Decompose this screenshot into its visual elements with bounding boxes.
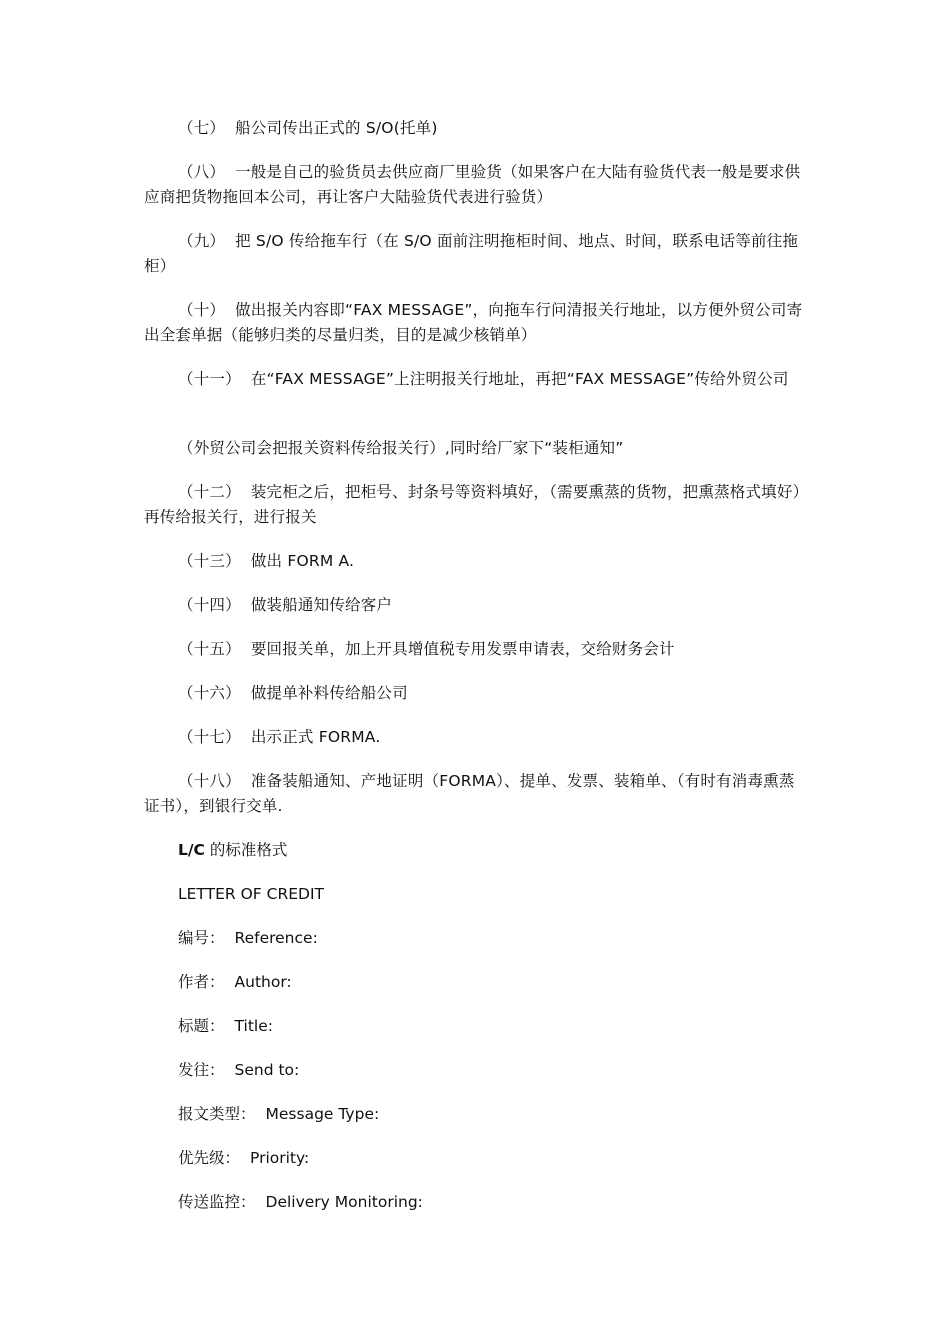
field-delivery-monitoring xyxy=(178,1191,423,1213)
step-number: （十五） xyxy=(178,640,241,658)
lc-heading-rest: 的标准格式 xyxy=(204,841,288,859)
field-priority xyxy=(178,1147,309,1169)
letter-of-credit-title xyxy=(178,883,324,905)
step-text: 装完柜之后，把柜号、封条号等资料填好，（需要熏蒸的货物，把熏蒸格式填好）再传给报关行，进行报关 xyxy=(144,483,809,526)
step-text: 准备装船通知、产地证明（FORMA）、提单、发票、装箱单、（有时有消毒熏蒸证书），到银行交单. xyxy=(144,772,795,815)
field-label-zh: 传送监控： xyxy=(178,1193,256,1211)
step-text: 把 S/O 传给拖车行（在 S/O 面前注明拖柜时间、地点、时间，联系电话等前往拖柜） xyxy=(144,232,799,275)
step-11 xyxy=(144,367,810,392)
lc-format-heading xyxy=(178,839,287,861)
step-text: 船公司传出正式的 S/O(托单) xyxy=(235,119,438,137)
step-number: （九） xyxy=(178,232,226,250)
step-11-continued xyxy=(144,436,810,461)
field-send-to xyxy=(178,1059,299,1081)
step-number: （十二） xyxy=(178,483,241,501)
step-7 xyxy=(144,116,810,141)
field-label-en: Reference: xyxy=(234,929,318,947)
step-number: （十） xyxy=(178,301,226,319)
field-label-zh: 作者： xyxy=(178,973,225,991)
field-label-zh: 发往： xyxy=(178,1061,225,1079)
field-label-zh: 标题： xyxy=(178,1017,225,1035)
step-12 xyxy=(144,480,810,530)
field-reference xyxy=(178,927,318,949)
step-17 xyxy=(144,725,810,750)
step-number: （八） xyxy=(178,163,226,181)
step-text: （外贸公司会把报关资料传给报关行）,同时给厂家下“装柜通知” xyxy=(178,439,624,457)
field-label-en: Priority: xyxy=(250,1149,310,1167)
step-number: （十七） xyxy=(178,728,241,746)
step-13 xyxy=(144,549,810,574)
field-label-en: Send to: xyxy=(234,1061,300,1079)
step-number: （十八） xyxy=(178,772,241,790)
field-label-en: Title: xyxy=(234,1017,273,1035)
field-label-zh: 优先级： xyxy=(178,1149,241,1167)
step-10 xyxy=(144,298,810,348)
step-number: （十四） xyxy=(178,596,241,614)
step-number: （七） xyxy=(178,119,226,137)
lc-heading-bold: L/C xyxy=(178,841,205,859)
field-label-en: Delivery Monitoring: xyxy=(265,1193,423,1211)
lc-title-text: LETTER OF CREDIT xyxy=(178,885,324,903)
field-label-zh: 报文类型： xyxy=(178,1105,256,1123)
step-text: 在“FAX MESSAGE”上注明报关行地址，再把“FAX MESSAGE”传给外贸公司 xyxy=(250,370,789,388)
step-9 xyxy=(144,229,810,279)
field-title xyxy=(178,1015,273,1037)
step-text: 出示正式 FORMA. xyxy=(250,728,381,746)
step-number: （十三） xyxy=(178,552,241,570)
field-message-type xyxy=(178,1103,379,1125)
step-8 xyxy=(144,160,810,210)
step-18 xyxy=(144,769,810,819)
step-text: 做出报关内容即“FAX MESSAGE”，向拖车行问清报关行地址，以方便外贸公司寄出全套单据（能够归类的尽量归类，目的是减少核销单） xyxy=(144,301,803,344)
step-number: （十六） xyxy=(178,684,241,702)
step-text: 做出 FORM A. xyxy=(250,552,355,570)
step-text: 要回报关单，加上开具增值税专用发票申请表，交给财务会计 xyxy=(250,640,675,658)
field-label-en: Message Type: xyxy=(265,1105,380,1123)
field-author xyxy=(178,971,292,993)
step-14 xyxy=(144,593,810,618)
step-16 xyxy=(144,681,810,706)
step-text: 做装船通知传给客户 xyxy=(250,596,393,614)
field-label-zh: 编号： xyxy=(178,929,225,947)
step-15 xyxy=(144,637,810,662)
field-label-en: Author: xyxy=(234,973,292,991)
step-text: 一般是自己的验货员去供应商厂里验货（如果客户在大陆有验货代表一般是要求供应商把货物拖回本公司，再让客户大陆验货代表进行验货） xyxy=(144,163,801,206)
step-number: （十一） xyxy=(178,370,241,388)
step-text: 做提单补料传给船公司 xyxy=(250,684,408,702)
